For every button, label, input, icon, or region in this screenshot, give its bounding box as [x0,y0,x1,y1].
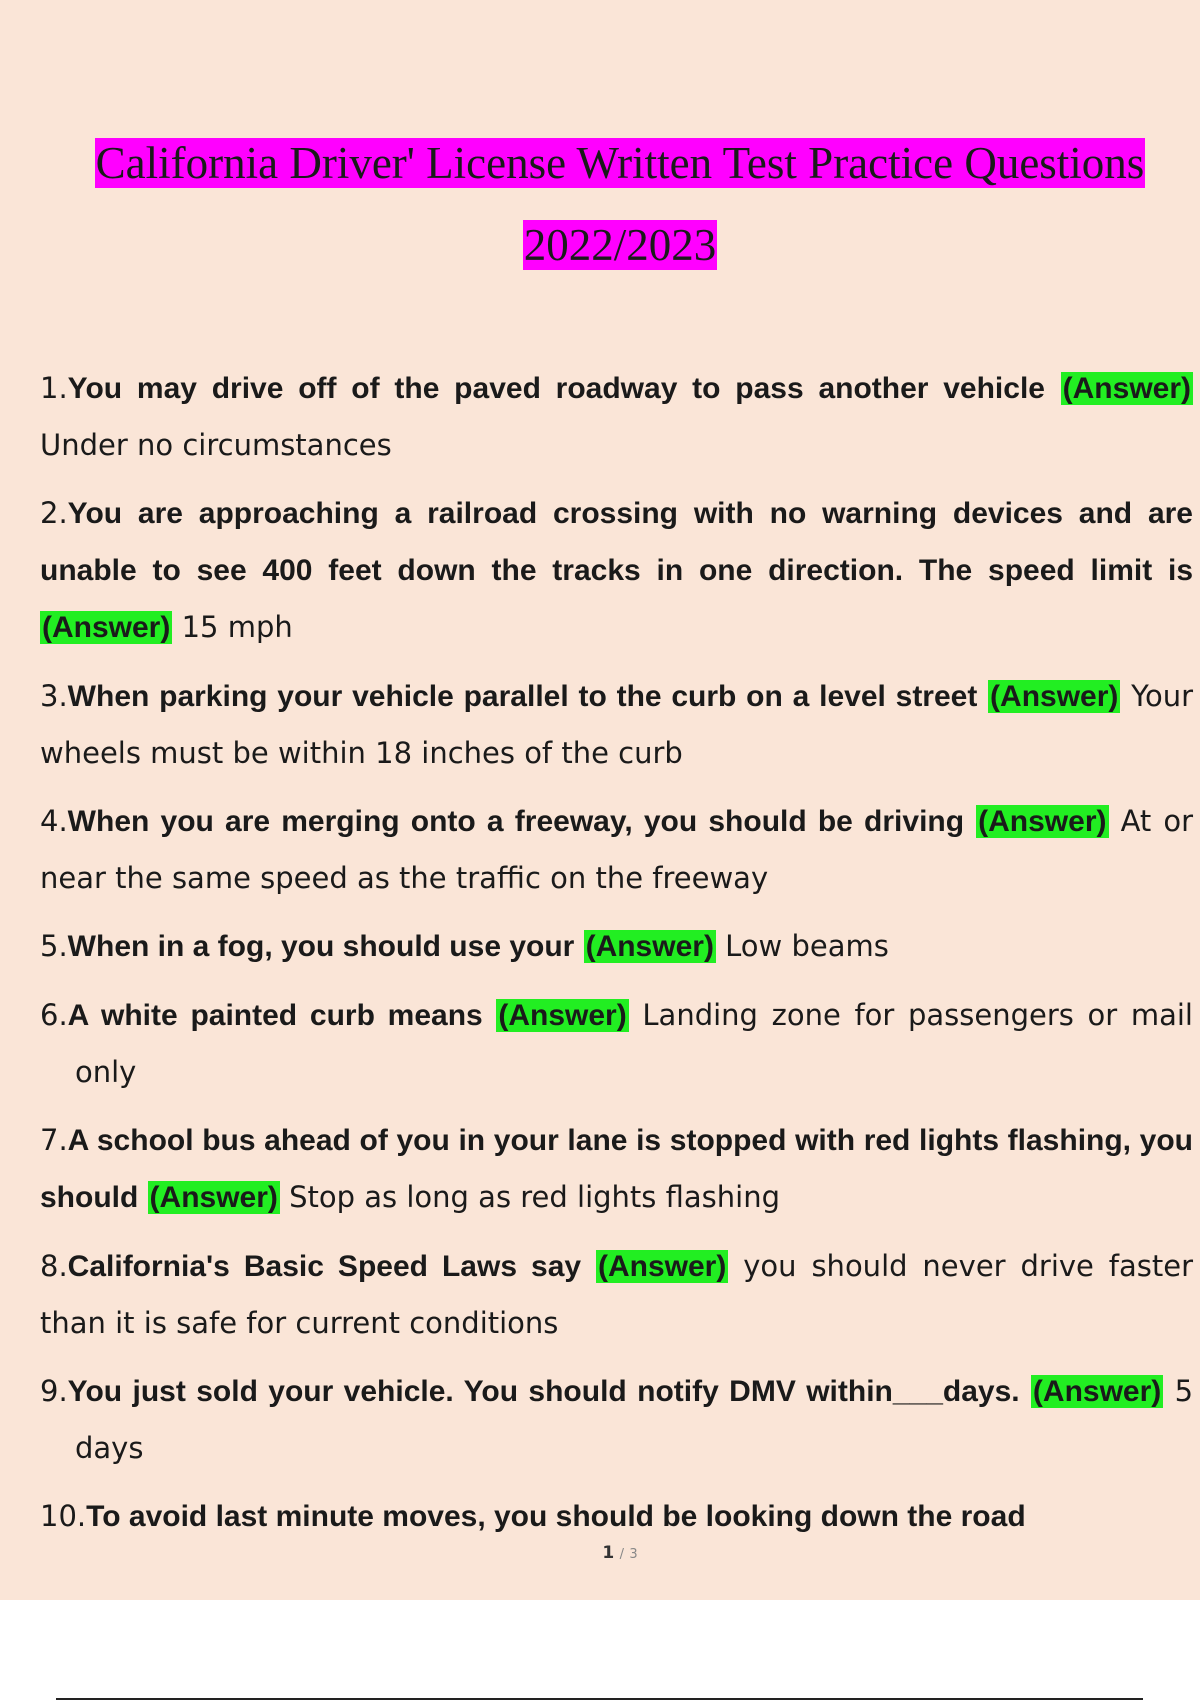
answer-text: Stop as long as red lights flashing [289,1180,781,1214]
question-number: 5. [40,929,68,963]
title-line-1: California Driver' License Written Test Practice Questions [95,138,1145,188]
question-text: You just sold your vehicle. You should notify DMV within___days. [67,1375,1020,1408]
question-list [40,360,1193,1557]
question-number: 4. [40,804,68,838]
answer-label: (Answer) [149,1181,278,1214]
question-number: 3. [40,679,68,713]
question-number: 10. [40,1499,87,1533]
answer-label: (Answer) [585,930,714,963]
answer-label: (Answer) [498,999,627,1032]
question-item-6 [40,987,1193,1100]
answer-text: you should never drive faster than it is safe for current conditions [40,1249,1194,1340]
answer-label: (Answer) [1032,1375,1162,1408]
page-total: 3 [629,1547,638,1562]
answer-text: Low beams [725,929,889,963]
page-separator: / [619,1547,624,1562]
answer-label: (Answer) [1062,372,1192,405]
answer-label: (Answer) [598,1250,727,1283]
question-item-3 [40,668,1193,781]
question-number: 6. [40,998,68,1032]
answer-text: Landing zone for passengers or mail only [75,998,1193,1089]
question-text: California's Basic Speed Laws say [67,1250,582,1283]
answer-text: Your wheels must be within 18 inches of the curb [40,679,1194,770]
question-item-8 [40,1238,1193,1351]
question-item-5 [40,918,1193,975]
question-number: 2. [40,496,68,530]
question-number: 9. [40,1374,68,1408]
answer-text: At or near the same speed as the traffic on the freeway [40,804,1194,895]
document-title [0,122,1200,286]
question-text: A white painted curb means [67,999,483,1032]
question-item-1 [40,360,1193,473]
answer-label: (Answer) [42,611,171,644]
question-item-7 [40,1112,1193,1226]
question-text: You may drive off of the paved roadway to pass another vehicle [67,372,1045,405]
question-text: To avoid last minute moves, you should be looking down the road [86,1500,1026,1533]
question-text: When parking your vehicle parallel to the curb on a level street [67,680,978,713]
answer-text: 15 mph [181,610,293,644]
question-number: 1. [40,371,68,405]
answer-text: Under no circumstances [40,428,392,462]
question-text: When in a fog, you should use your [67,930,575,963]
question-number: 8. [40,1249,68,1283]
question-text: You are approaching a railroad crossing with no warning devices and are unable to see 400 feet down the tracks in one direction. The speed limit is [40,497,1193,587]
answer-text: 5 days [75,1374,1194,1465]
answer-label: (Answer) [990,680,1119,713]
question-item-10 [40,1488,1193,1545]
question-number: 7. [40,1123,68,1157]
title-line-2: 2022/2023 [523,220,717,270]
answer-label: (Answer) [978,805,1107,838]
question-item-4 [40,793,1193,906]
question-text: When you are merging onto a freeway, you should be driving [67,805,965,838]
question-item-2 [40,485,1193,656]
question-text: A school bus ahead of you in your lane is stopped with red lights flashing, you should [40,1124,1193,1214]
page-indicator [0,1543,1200,1563]
page-current: 1 [602,1543,615,1563]
question-item-9 [40,1363,1193,1476]
